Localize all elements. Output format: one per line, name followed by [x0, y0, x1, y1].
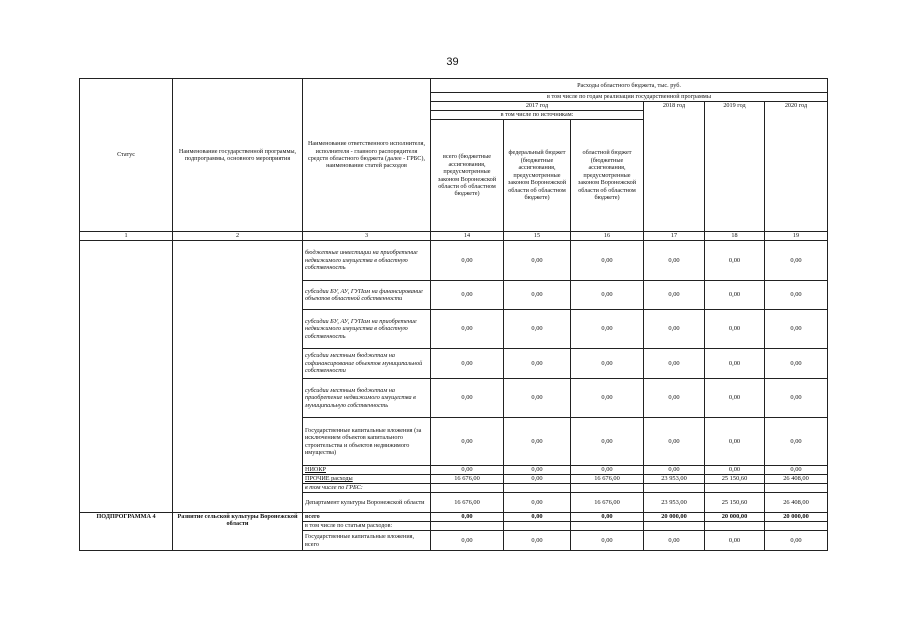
value-cell: 0,00	[644, 310, 705, 349]
value-cell: 0,00	[705, 281, 765, 310]
value-cell: 20 000,00	[644, 513, 705, 522]
row-label: субсидии БУ, АУ, ГУПам на финансирование объектов областной собственности	[303, 281, 431, 310]
value-cell-empty	[644, 484, 705, 493]
value-cell: 0,00	[705, 310, 765, 349]
value-cell: 16 676,00	[571, 475, 644, 484]
header-regional-col: областной бюджет (бюджетные ассигнования, предусмотренные законом Воронежской области об областном бюджете)	[571, 120, 644, 232]
value-cell: 25 150,60	[705, 493, 765, 513]
value-cell: 0,00	[504, 379, 571, 418]
value-cell: 0,00	[765, 349, 828, 379]
value-cell: 0,00	[571, 466, 644, 475]
value-cell: 0,00	[571, 310, 644, 349]
value-cell-empty	[431, 484, 504, 493]
subprogram-capital-label: Государственные капитальные вложения, всего	[303, 531, 431, 551]
value-cell-empty	[765, 522, 828, 531]
value-cell: 0,00	[705, 466, 765, 475]
header-year-2019: 2019 год	[705, 102, 765, 232]
value-cell: 0,00	[504, 513, 571, 522]
value-cell: 0,00	[705, 349, 765, 379]
value-cell: 0,00	[504, 493, 571, 513]
col-number: 16	[571, 232, 644, 241]
header-budget-title: Расходы областного бюджета, тыс. руб.	[431, 79, 828, 93]
value-cell: 0,00	[765, 379, 828, 418]
value-cell: 0,00	[571, 379, 644, 418]
row-label: в том числе по ГРБС:	[303, 484, 431, 493]
value-cell: 0,00	[644, 281, 705, 310]
budget-table	[79, 78, 828, 551]
value-cell: 0,00	[431, 466, 504, 475]
row-label: субсидии местным бюджетам на приобретение недвижимого имущества в муниципальную собственность	[303, 379, 431, 418]
col-number: 2	[173, 232, 303, 241]
col-number: 3	[303, 232, 431, 241]
header-status: Статус	[80, 79, 173, 232]
value-cell: 0,00	[431, 310, 504, 349]
row-label: НИОКР	[303, 466, 431, 475]
value-cell: 0,00	[571, 241, 644, 281]
value-cell: 0,00	[644, 466, 705, 475]
value-cell: 0,00	[765, 466, 828, 475]
value-cell: 0,00	[431, 349, 504, 379]
status-cell-empty	[80, 241, 173, 513]
value-cell: 16 676,00	[431, 493, 504, 513]
value-cell: 0,00	[571, 349, 644, 379]
table-row	[80, 513, 828, 522]
value-cell-empty	[644, 522, 705, 531]
subprogram-status: ПОДПРОГРАММА 4	[80, 513, 173, 551]
value-cell-empty	[571, 522, 644, 531]
value-cell: 0,00	[765, 310, 828, 349]
row-label: Государственные капитальные вложения (за исключением объектов капитального строительства и объектов недвижимого имущества)	[303, 418, 431, 466]
value-cell: 0,00	[504, 418, 571, 466]
value-cell: 0,00	[571, 281, 644, 310]
value-cell: 0,00	[705, 418, 765, 466]
value-cell: 0,00	[705, 379, 765, 418]
value-cell: 0,00	[644, 531, 705, 551]
value-cell: 0,00	[644, 349, 705, 379]
col-number: 19	[765, 232, 828, 241]
value-cell: 0,00	[765, 281, 828, 310]
value-cell-empty	[705, 484, 765, 493]
value-cell: 0,00	[765, 241, 828, 281]
value-cell: 0,00	[504, 349, 571, 379]
value-cell: 0,00	[504, 241, 571, 281]
value-cell: 0,00	[644, 241, 705, 281]
col-number: 17	[644, 232, 705, 241]
value-cell: 0,00	[431, 379, 504, 418]
value-cell: 0,00	[765, 531, 828, 551]
table-row	[80, 241, 828, 281]
value-cell: 20 000,00	[705, 513, 765, 522]
value-cell: 0,00	[431, 241, 504, 281]
value-cell: 20 000,00	[765, 513, 828, 522]
value-cell: 26 408,00	[765, 475, 828, 484]
header-total-col: всего (бюджетные ассигнования, предусмотренные законом Воронежской области об областном бюджете)	[431, 120, 504, 232]
value-cell: 0,00	[504, 310, 571, 349]
col-number: 18	[705, 232, 765, 241]
value-cell: 23 953,00	[644, 493, 705, 513]
col-number: 1	[80, 232, 173, 241]
header-by-years: в том числе по годам реализации государственной программы	[431, 93, 828, 102]
page-number: 39	[446, 56, 459, 68]
header-year-2017: 2017 год	[431, 102, 644, 111]
value-cell: 0,00	[504, 281, 571, 310]
row-label: субсидии БУ, АУ, ГУПам на приобретение недвижимого имущества в областную собственность	[303, 310, 431, 349]
row-label: ПРОЧИЕ расходы	[303, 475, 431, 484]
header-program-name: Наименование государственной программы, подпрограммы, основного мероприятия	[173, 79, 303, 232]
value-cell: 16 676,00	[571, 493, 644, 513]
subprogram-by-articles: в том числе по статьям расходов:	[303, 522, 431, 531]
row-label: субсидии местным бюджетам на софинансирование объектов муниципальной собственности	[303, 349, 431, 379]
value-cell-empty	[504, 522, 571, 531]
value-cell: 0,00	[431, 531, 504, 551]
value-cell: 0,00	[504, 531, 571, 551]
value-cell-empty	[571, 484, 644, 493]
header-executor: Наименование ответственного исполнителя, исполнителя - главного распорядителя средств областного бюджета (далее - ГРБС), наименование статей расходов	[303, 79, 431, 232]
subprogram-name: Развитие сельской культуры Воронежской области	[173, 513, 303, 551]
value-cell: 0,00	[504, 466, 571, 475]
value-cell-empty	[765, 484, 828, 493]
value-cell: 25 150,60	[705, 475, 765, 484]
value-cell: 0,00	[571, 418, 644, 466]
value-cell: 0,00	[431, 513, 504, 522]
value-cell-empty	[705, 522, 765, 531]
value-cell: 0,00	[504, 475, 571, 484]
value-cell: 0,00	[705, 241, 765, 281]
row-label: бюджетные инвестиции на приобретение недвижимого имущества в областную собственность	[303, 241, 431, 281]
col-number: 15	[504, 232, 571, 241]
subprogram-total-label: всего	[303, 513, 431, 522]
value-cell: 0,00	[571, 513, 644, 522]
value-cell: 16 676,00	[431, 475, 504, 484]
header-year-2018: 2018 год	[644, 102, 705, 232]
header-year-2020: 2020 год	[765, 102, 828, 232]
value-cell: 0,00	[571, 531, 644, 551]
col-number: 14	[431, 232, 504, 241]
value-cell: 0,00	[431, 281, 504, 310]
value-cell: 0,00	[644, 379, 705, 418]
header-by-sources: в том числе по источникам:	[431, 111, 644, 120]
value-cell: 23 953,00	[644, 475, 705, 484]
value-cell: 0,00	[765, 418, 828, 466]
value-cell: 0,00	[705, 531, 765, 551]
value-cell: 0,00	[431, 418, 504, 466]
header-federal-col: федеральный бюджет (бюджетные ассигнования, предусмотренные законом Воронежской области об областном бюджете)	[504, 120, 571, 232]
row-label: Департамент культуры Воронежской области	[303, 493, 431, 513]
value-cell-empty	[504, 484, 571, 493]
program-cell-empty	[173, 241, 303, 513]
value-cell-empty	[431, 522, 504, 531]
value-cell: 26 408,00	[765, 493, 828, 513]
value-cell: 0,00	[644, 418, 705, 466]
